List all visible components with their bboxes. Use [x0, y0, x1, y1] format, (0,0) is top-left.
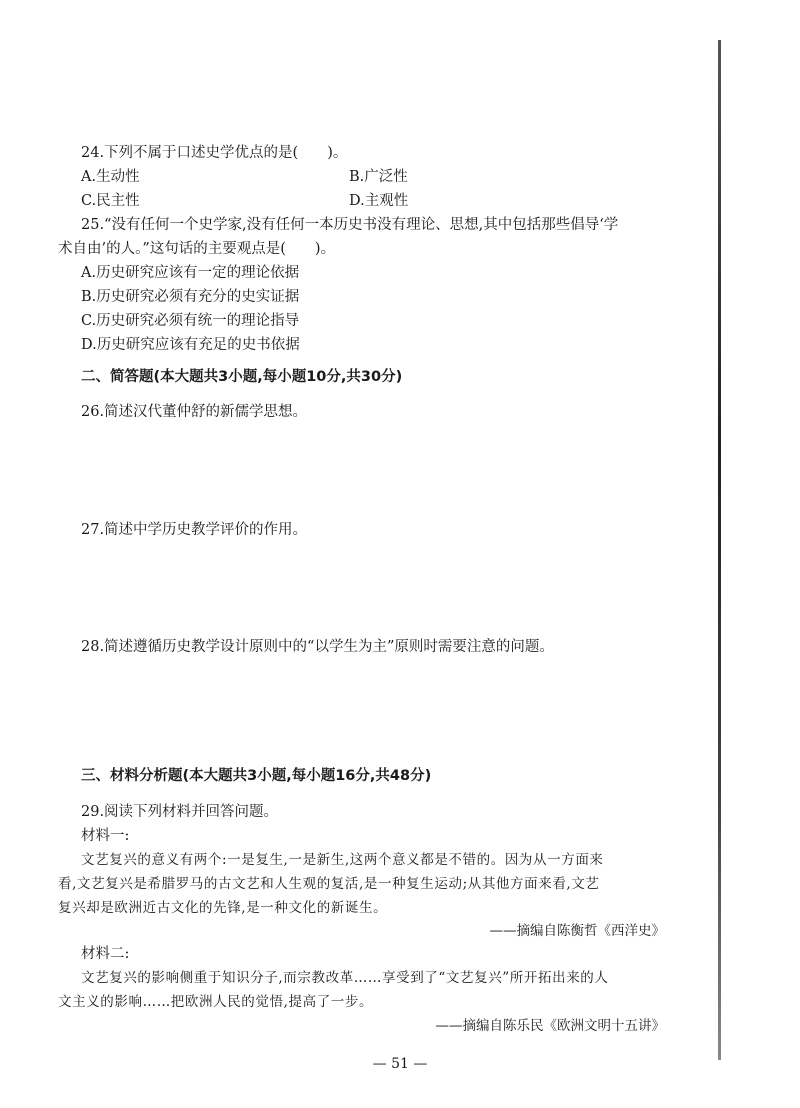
q29: 29.阅读下列材料并回答问题。	[81, 804, 279, 820]
material2-source: ——摘编自陈乐民《欧洲文明十五讲》	[435, 1018, 665, 1034]
material1-line3: 复兴却是欧洲近古文化的先锋,是一种文化的新诞生。	[58, 900, 388, 916]
material1-line1: 文艺复兴的意义有两个:一是复生,一是新生,这两个意义都是不错的。因为从一方面来	[81, 852, 604, 868]
q24-stem: 24.下列不属于口述史学优点的是( )。	[81, 145, 348, 161]
q24-option-d: D.主观性	[349, 193, 409, 209]
material1-label: 材料一:	[81, 828, 130, 844]
q24-option-a: A.生动性	[81, 169, 140, 185]
section3-title: 三、材料分析题(本大题共3小题,每小题16分,共48分)	[81, 768, 432, 784]
q25-option-c: C.历史研究必须有统一的理论指导	[81, 313, 300, 329]
q27: 27.简述中学历史教学评价的作用。	[81, 522, 308, 538]
q25-option-b: B.历史研究必须有充分的史实证据	[81, 289, 300, 305]
material2-line2: 文主义的影响……把欧洲人民的觉悟,提高了一步。	[58, 994, 374, 1010]
section2-title: 二、简答题(本大题共3小题,每小题10分,共30分)	[81, 369, 403, 385]
scan-edge-line	[718, 40, 721, 1060]
q24-option-b: B.广泛性	[349, 169, 408, 185]
q25-stem-line2: 术自由’的人。”这句话的主要观点是( )。	[58, 241, 336, 257]
q26: 26.简述汉代董仲舒的新儒学思想。	[81, 404, 308, 420]
q25-option-d: D.历史研究应该有充足的史书依据	[81, 337, 300, 353]
q28: 28.简述遵循历史教学设计原则中的“以学生为主”原则时需要注意的问题。	[81, 639, 554, 655]
q24-option-c: C.民主性	[81, 193, 140, 209]
material2-line1: 文艺复兴的影响侧重于知识分子,而宗教改革……享受到了“文艺复兴”所开拓出来的人	[81, 970, 609, 986]
material2-label: 材料二:	[81, 946, 130, 962]
q25-option-a: A.历史研究应该有一定的理论依据	[81, 265, 300, 281]
material1-line2: 看,文艺复兴是希腊罗马的古文艺和人生观的复活,是一种复生运动;从其他方面来看,文艺	[58, 876, 600, 892]
material1-source: ——摘编自陈衡哲《西洋史》	[489, 923, 665, 939]
page-number: — 51 —	[372, 1056, 428, 1072]
q25-stem-line1: 25.“没有任何一个史学家,没有任何一本历史书没有理论、思想,其中包括那些倡导‘学	[81, 217, 619, 233]
